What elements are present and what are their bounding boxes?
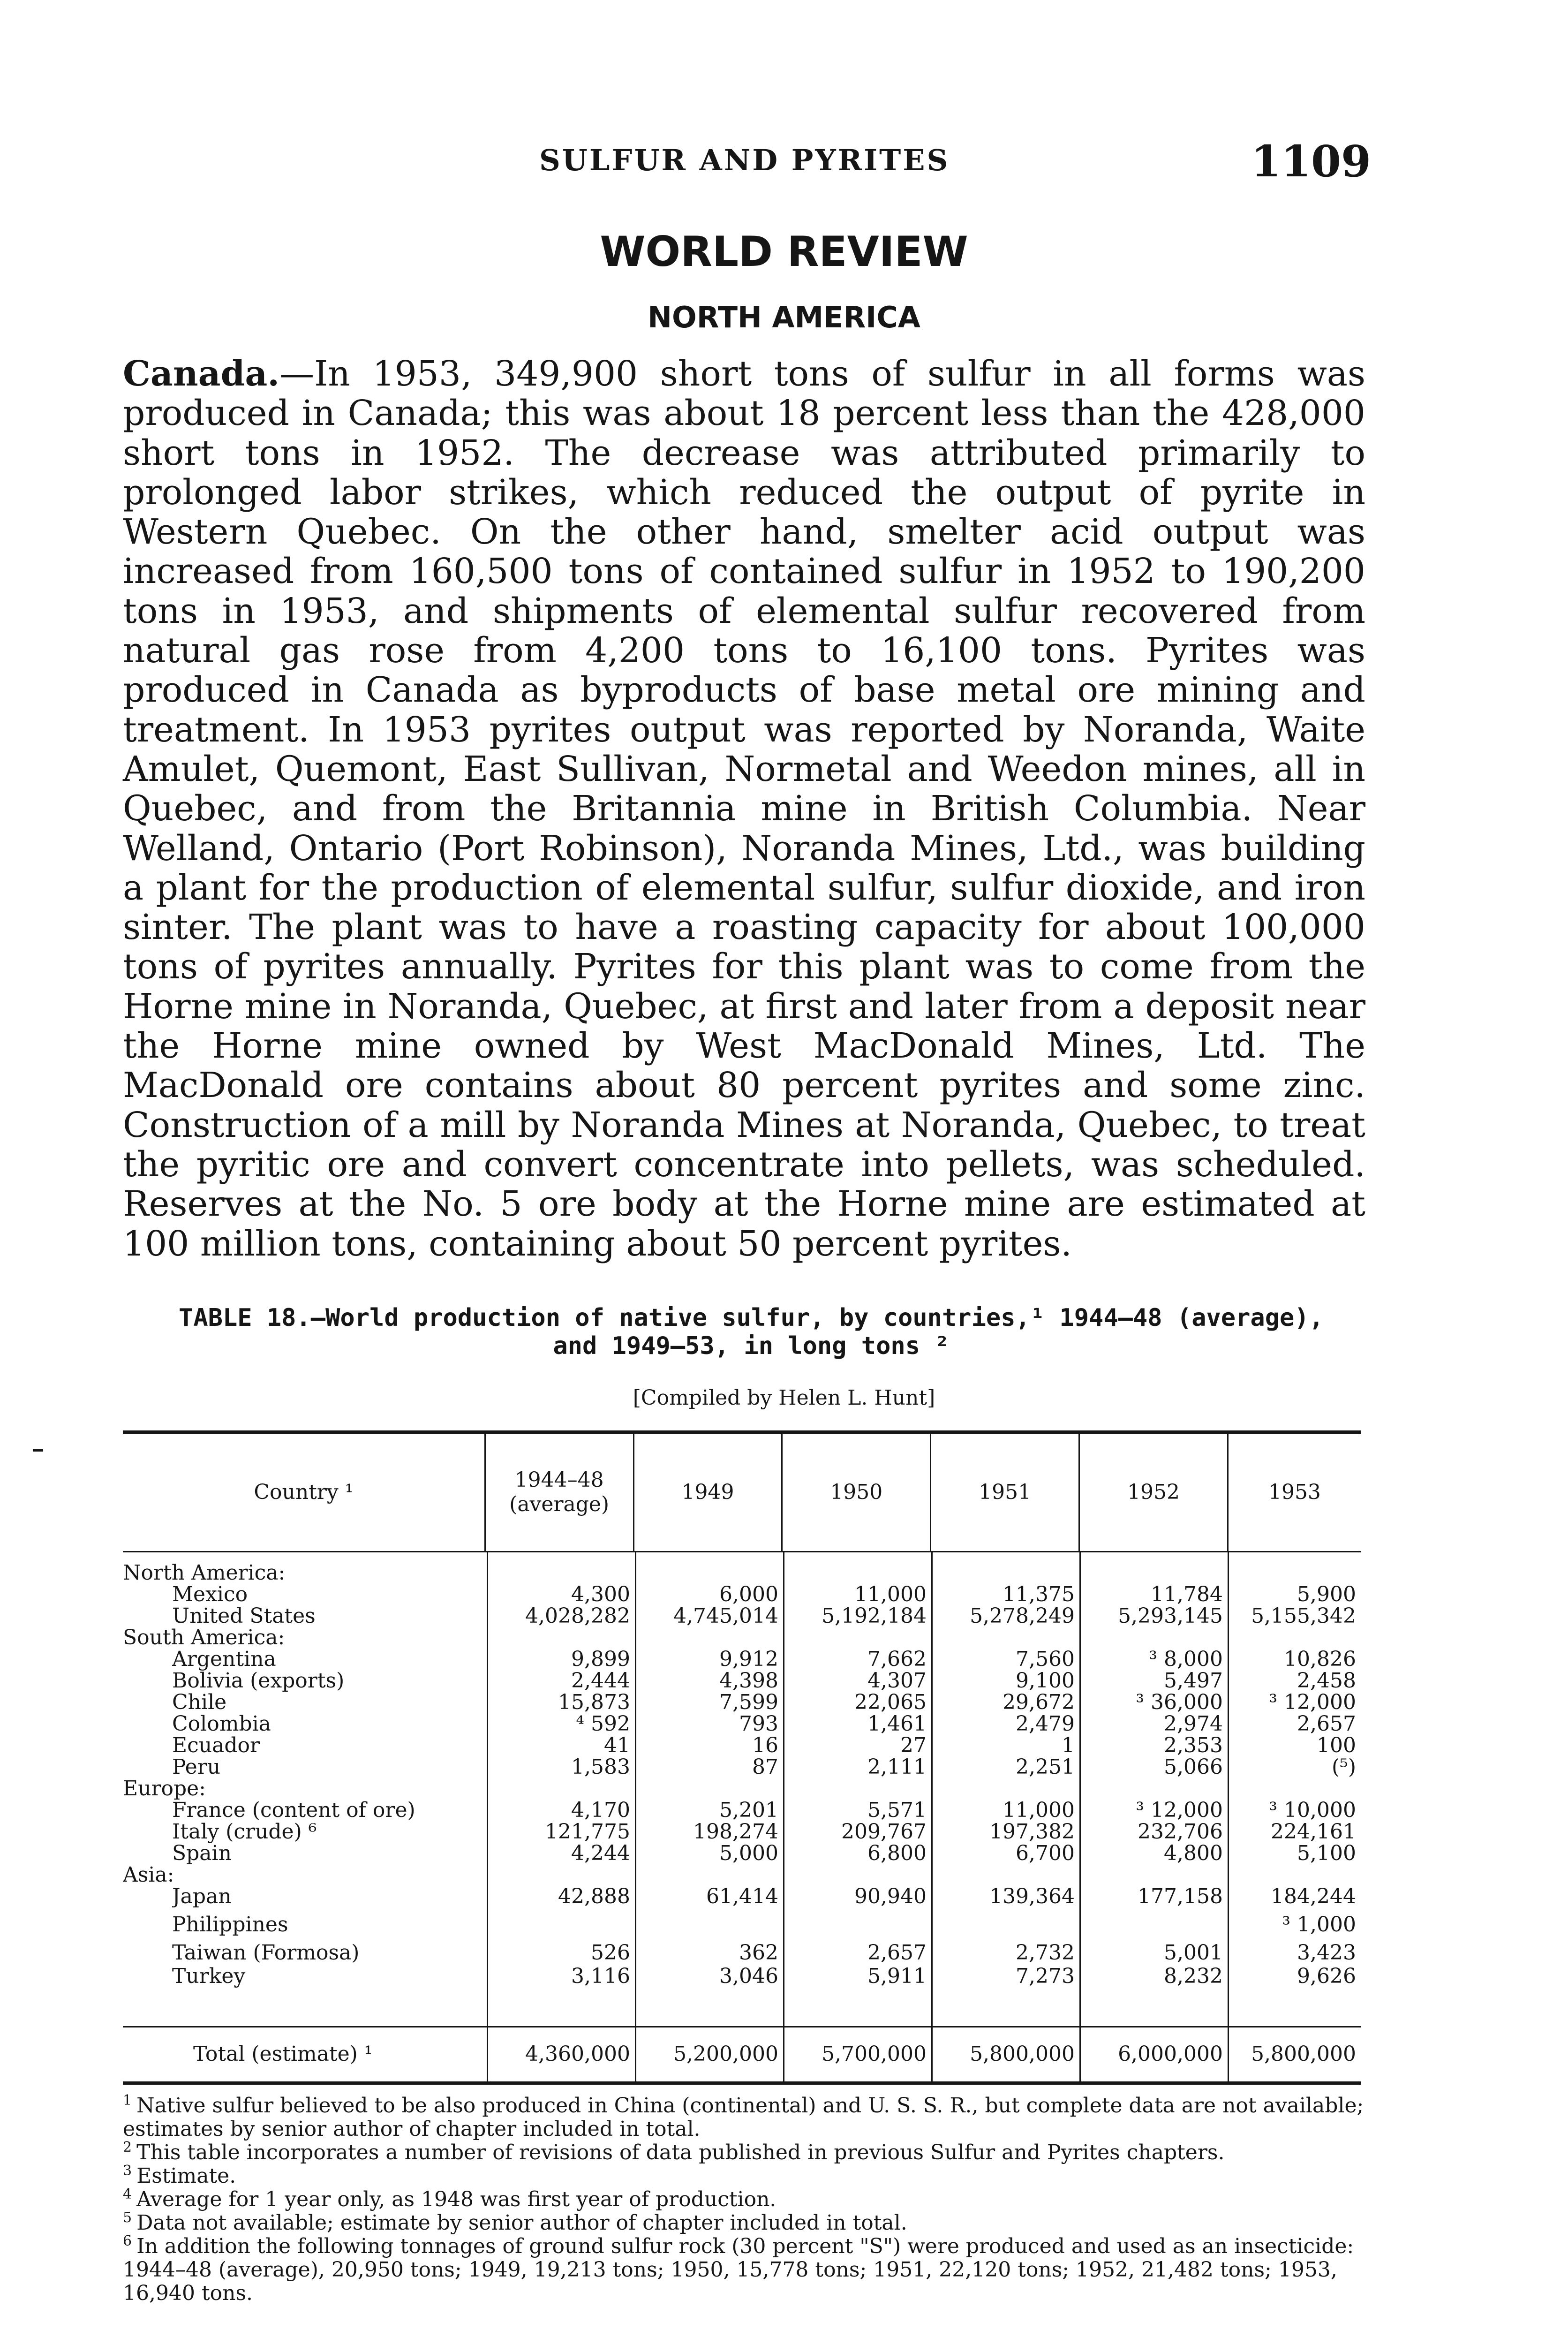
value-cell: 2,974 [1164, 1712, 1223, 1736]
value-cell: 2,657 [1297, 1712, 1356, 1736]
value-cell: ³ 8,000 [1149, 1647, 1223, 1671]
table-bottom-rule [123, 2081, 1361, 2085]
footnote [123, 2188, 1365, 2211]
footnote-mark: 2 [123, 2139, 132, 2156]
region-name: North America: [123, 1562, 286, 1584]
value-cell: 5,001 [1164, 1941, 1223, 1965]
footnote-text: This table incorporates a number of revisions of data published in previous Sulfur and Pyrites chapters. [136, 2141, 1225, 2164]
value-cell: 5,293,145 [1118, 1604, 1223, 1628]
table-row [123, 1756, 1361, 1778]
footnote [123, 2141, 1365, 2164]
table-caption-line: and 1949–53, in long tons ² [553, 1332, 950, 1360]
header-1949: 1949 [633, 1434, 782, 1551]
value-cell: 9,626 [1297, 1964, 1356, 1988]
value-cell: 4,398 [719, 1669, 778, 1693]
region-title: NORTH AMERICA [648, 300, 920, 334]
table-row [123, 1965, 1361, 1988]
table-row [123, 1605, 1361, 1627]
value-cell: 4,028,282 [525, 1604, 630, 1628]
value-cell: 16 [752, 1733, 778, 1757]
table-row [123, 1885, 1361, 1908]
footnote-mark: 4 [123, 2186, 132, 2203]
value-cell: 2,657 [867, 1941, 927, 1965]
value-cell: 11,000 [1003, 1798, 1075, 1822]
country-name: United States [172, 1605, 316, 1627]
value-cell: 15,873 [558, 1690, 630, 1714]
value-cell: 5,278,249 [970, 1604, 1075, 1628]
running-header: SULFUR AND PYRITES [539, 143, 950, 177]
section-title: WORLD REVIEW [600, 227, 968, 276]
value-cell: 41 [604, 1733, 630, 1757]
table-body [123, 1552, 1361, 2026]
footnote-text: Estimate. [136, 2164, 236, 2188]
total-value-cell: 5,800,000 [970, 2042, 1075, 2066]
value-cell: 5,000 [719, 1841, 778, 1865]
total-value-cell: 5,700,000 [822, 2042, 927, 2066]
country-name: Colombia [172, 1713, 271, 1735]
total-value-cell: 4,360,000 [525, 2042, 630, 2066]
value-cell: 1,583 [571, 1755, 630, 1779]
table-row [123, 1942, 1361, 1964]
country-name: Chile [172, 1691, 227, 1714]
header-country: Country ¹ [254, 1480, 354, 1504]
header-1951: 1951 [930, 1434, 1078, 1551]
value-cell: 7,560 [1016, 1647, 1075, 1671]
value-cell: 139,364 [989, 1884, 1075, 1908]
value-cell: 4,307 [867, 1669, 927, 1693]
value-cell: 3,423 [1297, 1941, 1356, 1965]
table-row [123, 1713, 1361, 1735]
value-cell: 1 [1062, 1733, 1075, 1757]
table-compiled-by: [Compiled by Helen L. Hunt] [633, 1386, 935, 1410]
value-cell: 5,900 [1297, 1582, 1356, 1606]
footnote [123, 2094, 1365, 2141]
value-cell: 27 [900, 1733, 927, 1757]
value-cell: 22,065 [854, 1690, 927, 1714]
value-cell: 61,414 [706, 1884, 778, 1908]
table-row [123, 1670, 1361, 1692]
footnote [123, 2211, 1365, 2235]
value-cell: 11,375 [1003, 1582, 1075, 1606]
value-cell: 11,000 [854, 1582, 927, 1606]
value-cell: 2,458 [1297, 1669, 1356, 1693]
footnote-text: Data not available; estimate by senior author of chapter included in total. [136, 2211, 907, 2235]
value-cell: 2,111 [867, 1755, 927, 1779]
table-row [123, 1864, 1361, 1886]
page-number: 1109 [1251, 136, 1371, 187]
country-name: Peru [172, 1756, 221, 1778]
value-cell: ³ 12,000 [1269, 1690, 1356, 1714]
table-row [123, 1914, 1361, 1936]
country-name: France (content of ore) [172, 1799, 415, 1822]
value-cell: 100 [1317, 1733, 1356, 1757]
value-cell: 2,479 [1016, 1712, 1075, 1736]
value-cell: 5,911 [867, 1964, 927, 1988]
margin-mark [33, 1449, 43, 1452]
table-header [123, 1434, 1361, 1552]
paragraph-text: —In 1953, 349,900 short tons of sulfur in all forms was produced in Canada; this was about 18 percent less than the 428,000 short tons in 1952. The decrease was attributed primarily to prolonged labor strikes, which reduced the output of pyrite in Western Quebec. On the other hand, smelter acid output was increased from 160,500 tons of contained sulfur in 1952 to 190,200 tons in 1953, and shipments of elemental sulfur recovered from natural gas rose from 4,200 tons to 16,100 tons. Pyrites was produced in Canada as byproducts of base metal ore mining and treatment. In 1953 pyrites output was reported by Noranda, Waite Amulet, Quemont, East Sullivan, Normetal and Weedon mines, all in Quebec, and from the Britannia mine in British Columbia. Near Welland, Ontario (Port Robinson), Noranda Mines, Ltd., was building a plant for the production of elemental sulfur, sulfur dioxide, and iron sinter. The plant was to have a roasting capacity for about 100,000 tons of pyrites annually. Pyrites for this plant was to come from the Horne mine in Noranda, Quebec, at first and later from a deposit near the Horne mine owned by West MacDonald Mines, Ltd. The MacDonald ore contains about 80 percent pyrites and some zinc. Construction of a mill by Noranda Mines at Noranda, Quebec, to treat the pyritic ore and convert concentrate into pellets, was scheduled. Reserves at the No. 5 ore body at the Horne mine are estimated at 100 million tons, containing about 50 percent pyrites. [123, 354, 1365, 1264]
country-name: Italy (crude) ⁶ [172, 1821, 317, 1843]
value-cell: ³ 1,000 [1282, 1913, 1356, 1937]
value-cell: 5,066 [1164, 1755, 1223, 1779]
table-row [123, 1842, 1361, 1865]
value-cell: 362 [739, 1941, 778, 1965]
footnote-mark: 3 [123, 2163, 132, 2179]
table-row [123, 1691, 1361, 1714]
table-row [123, 1821, 1361, 1843]
header-1953: 1953 [1227, 1434, 1361, 1551]
value-cell: 3,046 [719, 1964, 778, 1988]
value-cell: 4,745,014 [673, 1604, 778, 1628]
value-cell: 5,100 [1297, 1841, 1356, 1865]
country-name: Bolivia (exports) [172, 1670, 345, 1692]
region-name: Asia: [123, 1864, 174, 1886]
value-cell: 198,274 [693, 1820, 778, 1844]
table-caption [123, 1304, 1380, 1360]
footnote-text: In addition the following tonnages of ground sulfur rock (30 percent "S") were produced and used as an insecticide: 1944–48 (average), 20,950 tons; 1949, 19,213 tons; 1950, 15,778 tons; 1951, 22,120 tons; 1952, 21,482 tons; 1953, 16,940 tons. [123, 2234, 1354, 2305]
value-cell: 4,244 [571, 1841, 630, 1865]
value-cell: 5,201 [719, 1798, 778, 1822]
value-cell: 184,244 [1271, 1884, 1356, 1908]
table-row [123, 1648, 1361, 1671]
table-top-rule [123, 1430, 1361, 1434]
value-cell: 793 [739, 1712, 778, 1736]
header-1944-48 [484, 1434, 633, 1551]
value-cell: 4,800 [1164, 1841, 1223, 1865]
value-cell: 8,232 [1164, 1964, 1223, 1988]
value-cell: 197,382 [989, 1820, 1075, 1844]
value-cell: 7,273 [1016, 1964, 1075, 1988]
value-cell: 224,161 [1271, 1820, 1356, 1844]
value-cell: (⁵) [1332, 1755, 1356, 1779]
paragraph-lead: Canada. [123, 354, 280, 394]
value-cell: 7,662 [867, 1647, 927, 1671]
value-cell: 9,100 [1016, 1669, 1075, 1693]
value-cell: 9,912 [719, 1647, 778, 1671]
header-1950: 1950 [781, 1434, 930, 1551]
total-value-cell: 6,000,000 [1118, 2042, 1223, 2066]
total-label: Total (estimate) ¹ [193, 2043, 373, 2065]
footnote [123, 2164, 1365, 2188]
value-cell: 2,353 [1164, 1733, 1223, 1757]
country-name: Japan [172, 1885, 232, 1908]
value-cell: 209,767 [841, 1820, 927, 1844]
table-row [123, 1626, 1361, 1649]
value-cell: 3,116 [571, 1964, 630, 1988]
value-cell: 11,784 [1151, 1582, 1223, 1606]
value-cell: 177,158 [1138, 1884, 1223, 1908]
footnote-mark: 5 [123, 2209, 132, 2226]
value-cell: 121,775 [545, 1820, 630, 1844]
body-paragraph [123, 354, 1365, 1263]
value-cell: 5,155,342 [1251, 1604, 1356, 1628]
value-cell: 5,192,184 [822, 1604, 927, 1628]
footnote-mark: 1 [123, 2092, 132, 2109]
value-cell: 6,000 [719, 1582, 778, 1606]
footnotes [123, 2094, 1365, 2305]
value-cell: 6,700 [1016, 1841, 1075, 1865]
country-name: Taiwan (Formosa) [172, 1942, 360, 1964]
value-cell: 5,497 [1164, 1669, 1223, 1693]
value-cell: ³ 12,000 [1136, 1798, 1223, 1822]
value-cell: 9,899 [571, 1647, 630, 1671]
value-cell: 6,800 [867, 1841, 927, 1865]
total-row [123, 2043, 1361, 2065]
header-1944-48-note: (average) [509, 1492, 610, 1516]
value-cell: 4,170 [571, 1798, 630, 1822]
value-cell: 5,571 [867, 1798, 927, 1822]
total-value-cell: 5,200,000 [673, 2042, 778, 2066]
value-cell: ⁴ 592 [576, 1712, 630, 1736]
value-cell: 42,888 [558, 1884, 630, 1908]
value-cell: 7,599 [719, 1690, 778, 1714]
country-name: Mexico [172, 1583, 248, 1606]
table-row [123, 1799, 1361, 1822]
table-row [123, 1583, 1361, 1606]
country-name: Ecuador [172, 1734, 260, 1757]
footnote [123, 2235, 1365, 2305]
country-name: Argentina [172, 1648, 276, 1671]
country-name: Spain [172, 1842, 232, 1865]
value-cell: 90,940 [854, 1884, 927, 1908]
value-cell: 10,826 [1284, 1647, 1356, 1671]
country-name: Turkey [172, 1965, 246, 1988]
value-cell: 2,732 [1016, 1941, 1075, 1965]
value-cell: ³ 36,000 [1136, 1690, 1223, 1714]
value-cell: 1,461 [867, 1712, 927, 1736]
total-value-cell: 5,800,000 [1251, 2042, 1356, 2066]
footnote-text: Native sulfur believed to be also produced in China (continental) and U. S. S. R., but complete data are not available; estimates by senior author of chapter included in total. [123, 2094, 1364, 2141]
region-name: South America: [123, 1626, 285, 1649]
value-cell: 87 [752, 1755, 778, 1779]
table-row [123, 1778, 1361, 1800]
table-row [123, 1734, 1361, 1757]
value-cell: 526 [591, 1941, 630, 1965]
value-cell: 232,706 [1138, 1820, 1223, 1844]
footnote-mark: 6 [123, 2233, 132, 2250]
country-name: Philippines [172, 1914, 288, 1936]
header-1944-48-years: 1944–48 [514, 1468, 604, 1492]
value-cell: 29,672 [1003, 1690, 1075, 1714]
header-1952: 1952 [1078, 1434, 1227, 1551]
region-name: Europe: [123, 1778, 206, 1800]
value-cell: 2,444 [571, 1669, 630, 1693]
value-cell: 4,300 [571, 1582, 630, 1606]
value-cell: 2,251 [1016, 1755, 1075, 1779]
footnote-text: Average for 1 year only, as 1948 was first year of production. [136, 2187, 776, 2211]
table-caption-line: TABLE 18.—World production of native sulfur, by countries,¹ 1944–48 (average), [179, 1304, 1324, 1332]
value-cell: ³ 10,000 [1269, 1798, 1356, 1822]
table-row [123, 1562, 1361, 1584]
production-table [123, 1430, 1361, 2085]
table-total-row [123, 2026, 1361, 2081]
